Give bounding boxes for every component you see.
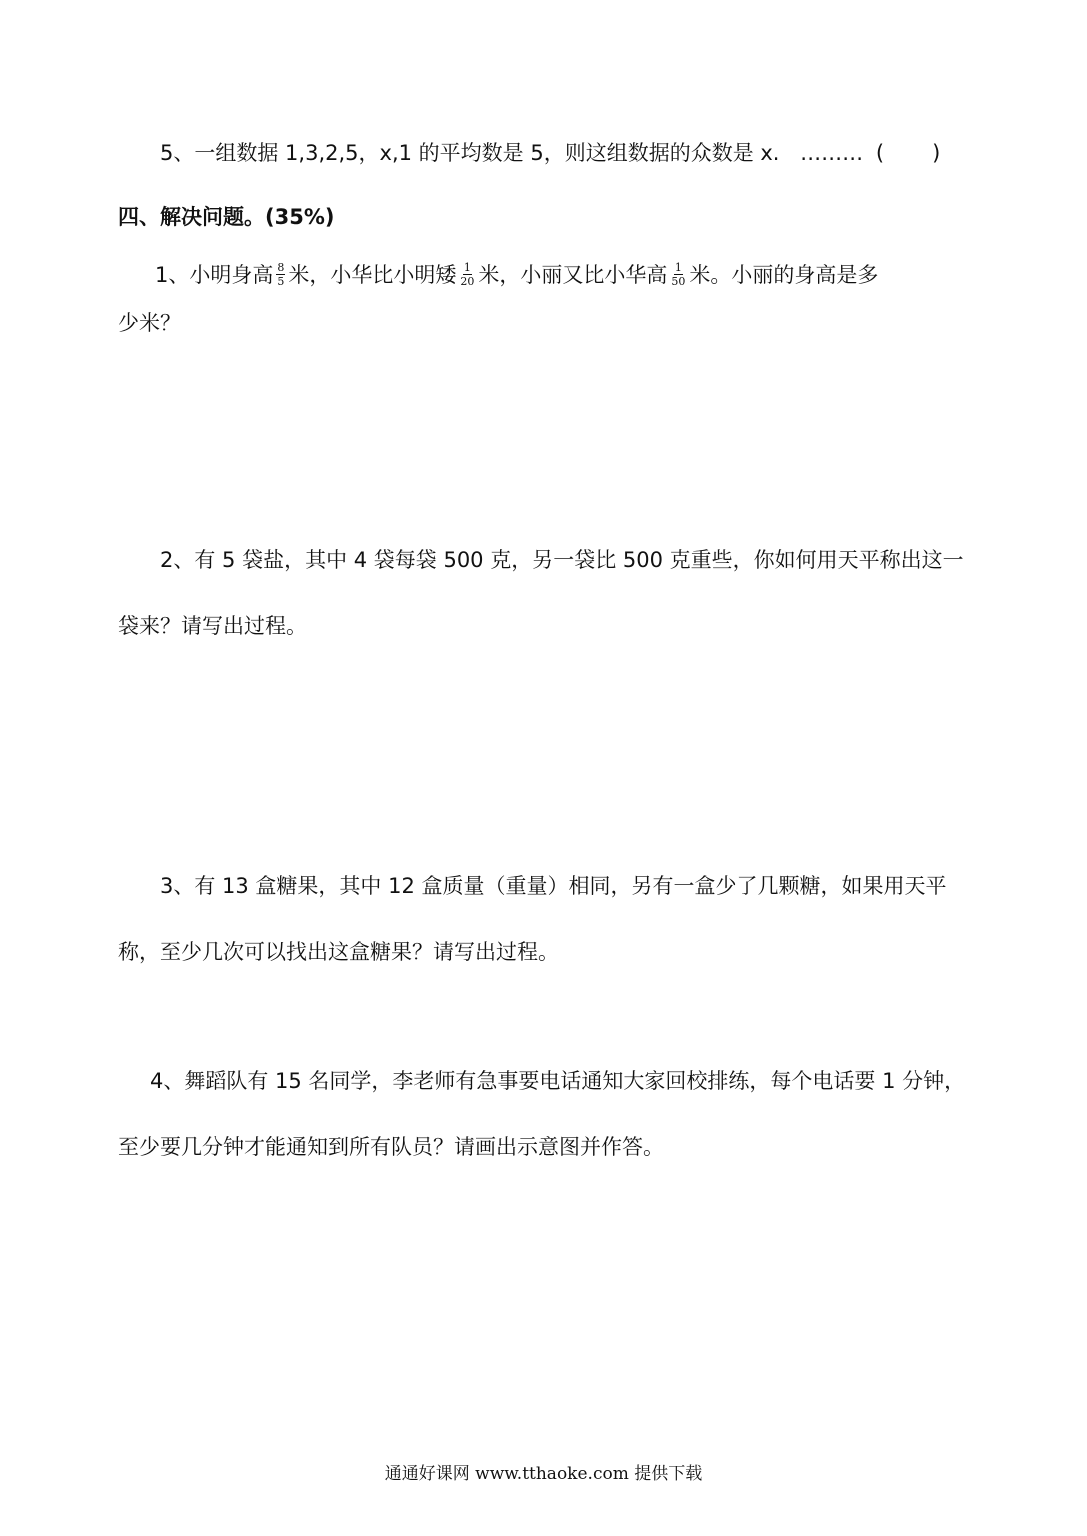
fraction-numerator: 1: [674, 260, 682, 274]
question-5-dots: ………: [800, 141, 864, 165]
problem-1-line-2: 少米？: [118, 311, 181, 335]
footer-credit: 通通好课网 www.tthaoke.com 提供下载: [384, 1464, 703, 1484]
fraction-1-20: [459, 262, 475, 287]
fraction-denominator: 50: [671, 274, 686, 288]
problem-4-line-2: 至少要几分钟才能通知到所有队员？请画出示意图并作答。: [118, 1135, 664, 1159]
question-5-paren-open: (: [875, 141, 885, 165]
problem-1-text-b: 米，小华比小明矮: [288, 263, 457, 287]
problem-1-line-1: [155, 260, 878, 290]
fraction-1-50: [670, 262, 686, 287]
problem-3-line-2: 称，至少几次可以找出这盒糖果？请写出过程。: [118, 940, 559, 964]
problem-1-text-c: 米，小丽又比小华高: [478, 263, 668, 287]
fraction-denominator: 5: [277, 274, 285, 288]
section-heading: 四、解决问题。(35%): [118, 205, 335, 229]
question-5-text: 一组数据 1,3,2,5，x,1 的平均数是 5，则这组数据的众数是 x.: [194, 141, 780, 165]
question-5-paren-close: ): [932, 141, 941, 165]
fraction-numerator: 1: [463, 260, 471, 274]
problem-2-line-1: 2、有 5 袋盐，其中 4 袋每袋 500 克，另一袋比 500 克重些，你如何用天平称出这一: [160, 548, 964, 572]
problem-1-number: 1、: [155, 263, 190, 287]
problem-1-text-d: 米。小丽的身高是多: [689, 263, 879, 287]
fraction-8-5: [276, 262, 285, 287]
question-5: [160, 138, 940, 168]
problem-4-line-1: 4、舞蹈队有 15 名同学，李老师有急事要电话通知大家回校排练，每个电话要 1 分钟，: [150, 1069, 966, 1093]
question-5-number: 5、: [160, 141, 195, 165]
problem-3-line-1: 3、有 13 盒糖果，其中 12 盒质量（重量）相同，另有一盒少了几颗糖，如果用天平: [160, 874, 947, 898]
problem-1-text-a: 小明身高: [189, 263, 274, 287]
fraction-numerator: 8: [277, 260, 285, 274]
fraction-denominator: 20: [460, 274, 475, 288]
problem-2-line-2: 袋来？请写出过程。: [118, 614, 307, 638]
